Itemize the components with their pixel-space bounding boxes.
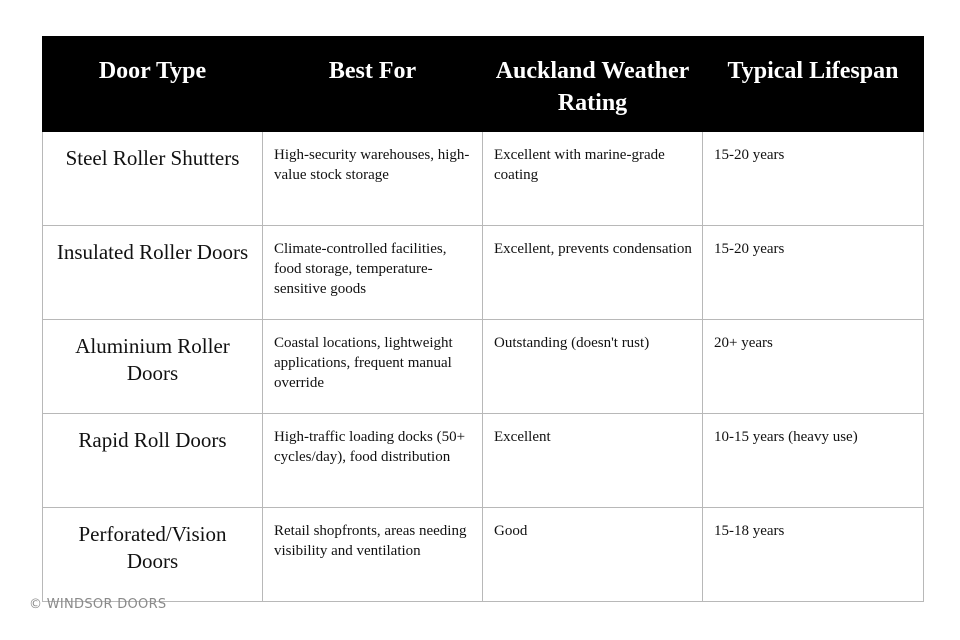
header-row — [43, 37, 924, 132]
door-type-cell: Perforated/Vision Doors — [43, 508, 263, 602]
table-row — [43, 414, 924, 508]
table-row — [43, 320, 924, 414]
best-for-cell: Coastal locations, lightweight applications, frequent manual override — [263, 320, 483, 414]
table-body — [43, 132, 924, 602]
lifespan-cell: 15-18 years — [703, 508, 924, 602]
table-row — [43, 132, 924, 226]
header-best-for: Best For — [263, 37, 483, 132]
best-for-cell: High-security warehouses, high-value stock storage — [263, 132, 483, 226]
table-row — [43, 508, 924, 602]
weather-rating-cell: Excellent, prevents condensation — [483, 226, 703, 320]
door-type-cell: Insulated Roller Doors — [43, 226, 263, 320]
weather-rating-cell: Good — [483, 508, 703, 602]
header-door-type: Door Type — [43, 37, 263, 132]
header-weather-rating: Auckland Weather Rating — [483, 37, 703, 132]
weather-rating-cell: Excellent with marine-grade coating — [483, 132, 703, 226]
door-type-cell: Aluminium Roller Doors — [43, 320, 263, 414]
copyright-watermark: © WINDSOR DOORS — [29, 597, 167, 612]
best-for-cell: Retail shopfronts, areas needing visibility and ventilation — [263, 508, 483, 602]
lifespan-cell: 10-15 years (heavy use) — [703, 414, 924, 508]
lifespan-cell: 15-20 years — [703, 132, 924, 226]
lifespan-cell: 15-20 years — [703, 226, 924, 320]
weather-rating-cell: Outstanding (doesn't rust) — [483, 320, 703, 414]
table-row — [43, 226, 924, 320]
lifespan-cell: 20+ years — [703, 320, 924, 414]
door-comparison-table — [42, 36, 924, 602]
door-type-cell: Steel Roller Shutters — [43, 132, 263, 226]
best-for-cell: Climate-controlled facilities, food storage, temperature-sensitive goods — [263, 226, 483, 320]
weather-rating-cell: Excellent — [483, 414, 703, 508]
best-for-cell: High-traffic loading docks (50+ cycles/day), food distribution — [263, 414, 483, 508]
table-header — [43, 37, 924, 132]
header-lifespan: Typical Lifespan — [703, 37, 924, 132]
door-type-cell: Rapid Roll Doors — [43, 414, 263, 508]
